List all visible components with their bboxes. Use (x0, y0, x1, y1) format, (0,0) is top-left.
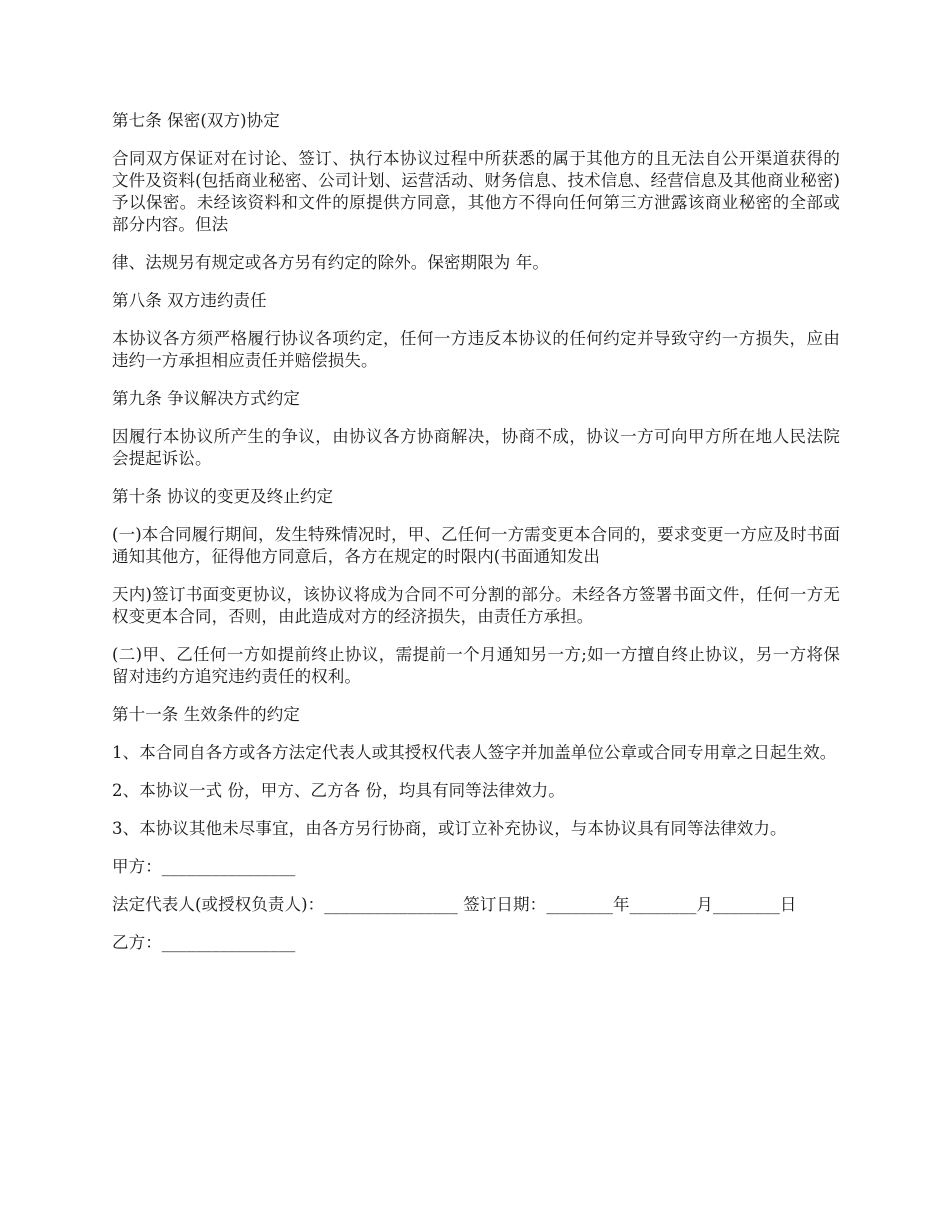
party-b-signature-line: 乙方：________________ (112, 933, 296, 952)
article-11-heading: 第十一条 生效条件的约定 (112, 705, 300, 724)
article-10-clause-1-continued: 天内)签订书面变更协议，该协议将成为合同不可分割的部分。未经各方签署书面文件，任何一方无权变更本合同，否则，由此造成对方的经济损失，由责任方承担。 (112, 585, 840, 626)
article-10-clause-1: (一)本合同履行期间，发生特殊情况时，甲、乙任何一方需变更本合同的，要求变更一方应及时书面通知其他方，征得他方同意后，各方在规定的时限内(书面通知发出 (112, 525, 840, 566)
article-11-item-1: 1、本合同自各方或各方法定代表人或其授权代表人签字并加盖单位公章或合同专用章之日起生效。 (112, 743, 837, 762)
article-7-heading: 第七条 保密(双方)协定 (112, 111, 280, 130)
article-11-item-2: 2、本协议一式 份，甲方、乙方各 份，均具有同等法律效力。 (112, 781, 565, 800)
article-8-body: 本协议各方须严格履行协议各项约定，任何一方违反本协议的任何约定并导致守约一方损失，应由违约一方承担相应责任并赔偿损失。 (112, 329, 840, 370)
article-7-body-continued: 律、法规另有规定或各方另有约定的除外。保密期限为 年。 (112, 253, 549, 272)
party-a-signature-line: 甲方：________________ (112, 857, 296, 876)
article-8-heading: 第八条 双方违约责任 (112, 291, 267, 310)
legal-representative-date-line: 法定代表人(或授权负责人)：________________ 签订日期：________年________月________日 (112, 895, 797, 914)
article-9-body: 因履行本协议所产生的争议，由协议各方协商解决，协商不成，协议一方可向甲方所在地人民法院会提起诉讼。 (112, 427, 840, 468)
article-9-heading: 第九条 争议解决方式约定 (112, 389, 300, 408)
article-10-heading: 第十条 协议的变更及终止约定 (112, 487, 334, 506)
article-10-clause-2: (二)甲、乙任何一方如提前终止协议，需提前一个月通知另一方;如一方擅自终止协议，另一方将保留对违约方追究违约责任的权利。 (112, 645, 840, 686)
article-11-item-3: 3、本协议其他未尽事宜，由各方另行协商，或订立补充协议，与本协议具有同等法律效力。 (112, 819, 787, 838)
document-page (112, 110, 840, 970)
article-7-body: 合同双方保证对在讨论、签订、执行本协议过程中所获悉的属于其他方的且无法自公开渠道获得的文件及资料(包括商业秘密、公司计划、运营活动、财务信息、技术信息、经营信息及其他商业秘密)予以保密。未经该资料和文件的原提供方同意，其他方不得向任何第三方泄露该商业秘密的全部或部分内容。但法 (112, 149, 840, 234)
